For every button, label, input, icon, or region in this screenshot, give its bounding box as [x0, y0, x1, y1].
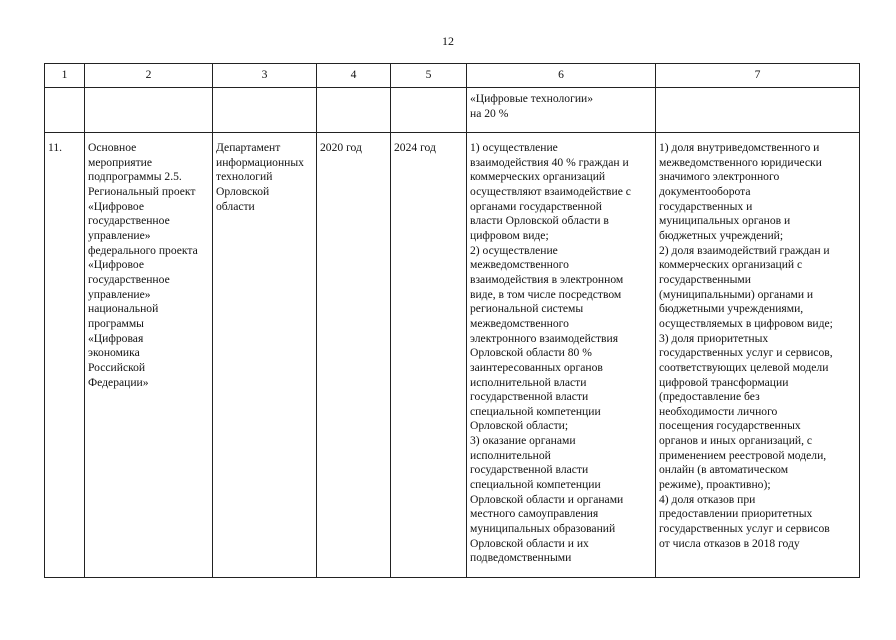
expected-results-cell: 1) осуществление взаимодействия 40 % граждан и коммерческих организаций осуществляют взаимодействие с органами государственной власти Орловской области в цифровом виде; 2) осуществление межведомственного взаимодействия в электронном виде, в том числе посредством региональной системы межведомственного электронного взаимодействия Орловской области 80 % заинтересованных органов исполнительной власти государственной власти специальной компетенции Орловской области; 3) оказание органами исполнительной государственной власти специальной компетенции Орловской области и органами местного самоуправления муниципальных образований Орловской области и их подведомственными	[467, 133, 656, 578]
continuation-results-cell: «Цифровые технологии» на 20 %	[467, 88, 656, 133]
end-year-cell: 2024 год	[391, 133, 467, 578]
event-name-cell: Основное мероприятие подпрограммы 2.5. Региональный проект «Цифровое государственное управление» федерального проекта «Цифровое государственное управление» национальной программы «Цифровая экономика Российской Федерации»	[85, 133, 213, 578]
column-header: 2	[85, 64, 213, 88]
table-header-row	[45, 64, 860, 88]
empty-cell	[45, 88, 85, 133]
indicators-cell: 1) доля внутриведомственного и межведомственного юридически значимого электронного документооборота государственных и муниципальных органов и бюджетных учреждений; 2) доля взаимодействий граждан и коммерческих организаций с государственными (муниципальными) органами и бюджетными учреждениями, осуществляемых в цифровом виде; 3) доля приоритетных государственных услуг и сервисов, соответствующих целевой модели цифровой трансформации (предоставление без необходимости личного посещения государственных органов и иных организаций, с применением реестровой модели, онлайн (в автоматическом режиме), проактивно); 4) доля отказов при предоставлении приоритетных государственных услуг и сервисов от числа отказов в 2018 году	[656, 133, 860, 578]
column-header: 3	[213, 64, 317, 88]
program-table	[44, 63, 860, 578]
column-header: 6	[467, 64, 656, 88]
executor-cell: Департамент информационных технологий Орловской области	[213, 133, 317, 578]
column-header: 5	[391, 64, 467, 88]
column-header: 1	[45, 64, 85, 88]
column-header: 7	[656, 64, 860, 88]
empty-cell	[85, 88, 213, 133]
column-header: 4	[317, 64, 391, 88]
start-year-cell: 2020 год	[317, 133, 391, 578]
empty-cell	[656, 88, 860, 133]
empty-cell	[213, 88, 317, 133]
table-row	[45, 133, 860, 578]
continuation-row	[45, 88, 860, 133]
empty-cell	[317, 88, 391, 133]
page-number: 12	[442, 34, 454, 48]
row-number-cell: 11.	[45, 133, 85, 578]
empty-cell	[391, 88, 467, 133]
